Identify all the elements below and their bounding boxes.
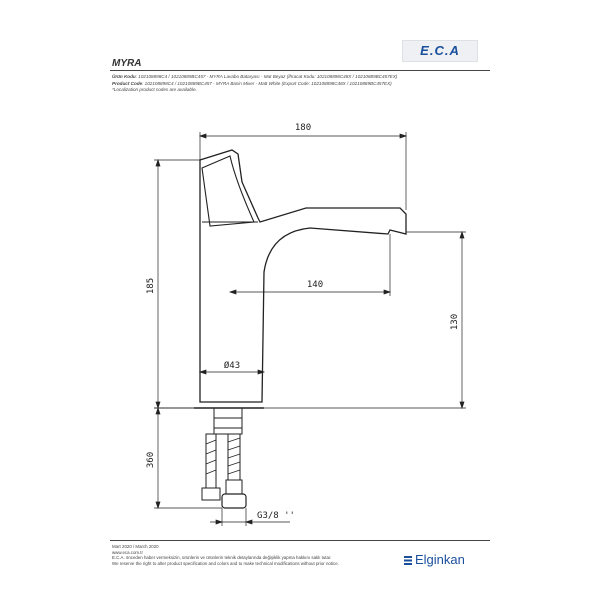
hose-nut-right xyxy=(226,480,242,494)
spec-sheet xyxy=(110,32,492,574)
dim-130 xyxy=(264,232,466,408)
dim-diameter-label: Ø43 xyxy=(223,361,241,371)
footer-date: Mart 2020 / March 2020 xyxy=(112,544,159,549)
footer-website: www.eca.com.tr xyxy=(112,549,143,555)
product-code-value: : 102108898C4 / 10210889BC457 - MYRA Basin Mixer - Matt White (Export Code: 102108898C48X / 10210889BC457EX) xyxy=(142,80,392,86)
product-title: MYRA xyxy=(112,58,142,69)
footer-text xyxy=(112,544,402,566)
product-code-label: Product Code xyxy=(112,80,143,86)
footer-disclaimer-en: We reserve the right to alter product specification and colors and to make technical modifications without prior notice. xyxy=(112,560,339,566)
urun-kodu-value: : 102108898C4 / 10210889BC457 - MYRA Lavabo Bataryası - Mat Beyaz (İhracat Kodu: 102108898C48X / 10210889BC457EX) xyxy=(135,74,398,79)
dim-130-label: 130 xyxy=(450,313,460,331)
shank xyxy=(214,408,242,434)
dim-180-label: 180 xyxy=(294,123,312,133)
dim-185 xyxy=(154,160,200,408)
hose-nut-left xyxy=(202,488,220,500)
technical-drawing xyxy=(110,32,492,574)
localization-note: *Localization product codes are available. xyxy=(112,87,197,93)
urun-kodu-label: Ürün Kodu xyxy=(112,74,136,79)
elginkan-text: Elginkan xyxy=(415,552,465,567)
dim-connection-label: G3/8 '' xyxy=(257,511,295,521)
dim-360-label: 360 xyxy=(146,451,156,469)
footer-disclaimer-tr: E.C.A. önceden haber vermeksizin, ürünlerin ve ürünlerin teknik detaylarında değişiklik yapma hakkını saklı tutar. xyxy=(112,555,332,561)
dim-360 xyxy=(154,408,222,508)
dim-185-label: 185 xyxy=(146,277,156,295)
dim-140-label: 140 xyxy=(306,280,324,290)
elginkan-mark-icon xyxy=(404,556,412,565)
hose-right-braid xyxy=(228,438,240,474)
hose-left-braid xyxy=(206,440,216,474)
footer-divider xyxy=(110,540,490,541)
eca-logo-text: E.C.A xyxy=(420,43,460,58)
elginkan-logo xyxy=(404,552,465,567)
connection-nut xyxy=(222,494,246,508)
dim-180 xyxy=(200,132,406,210)
